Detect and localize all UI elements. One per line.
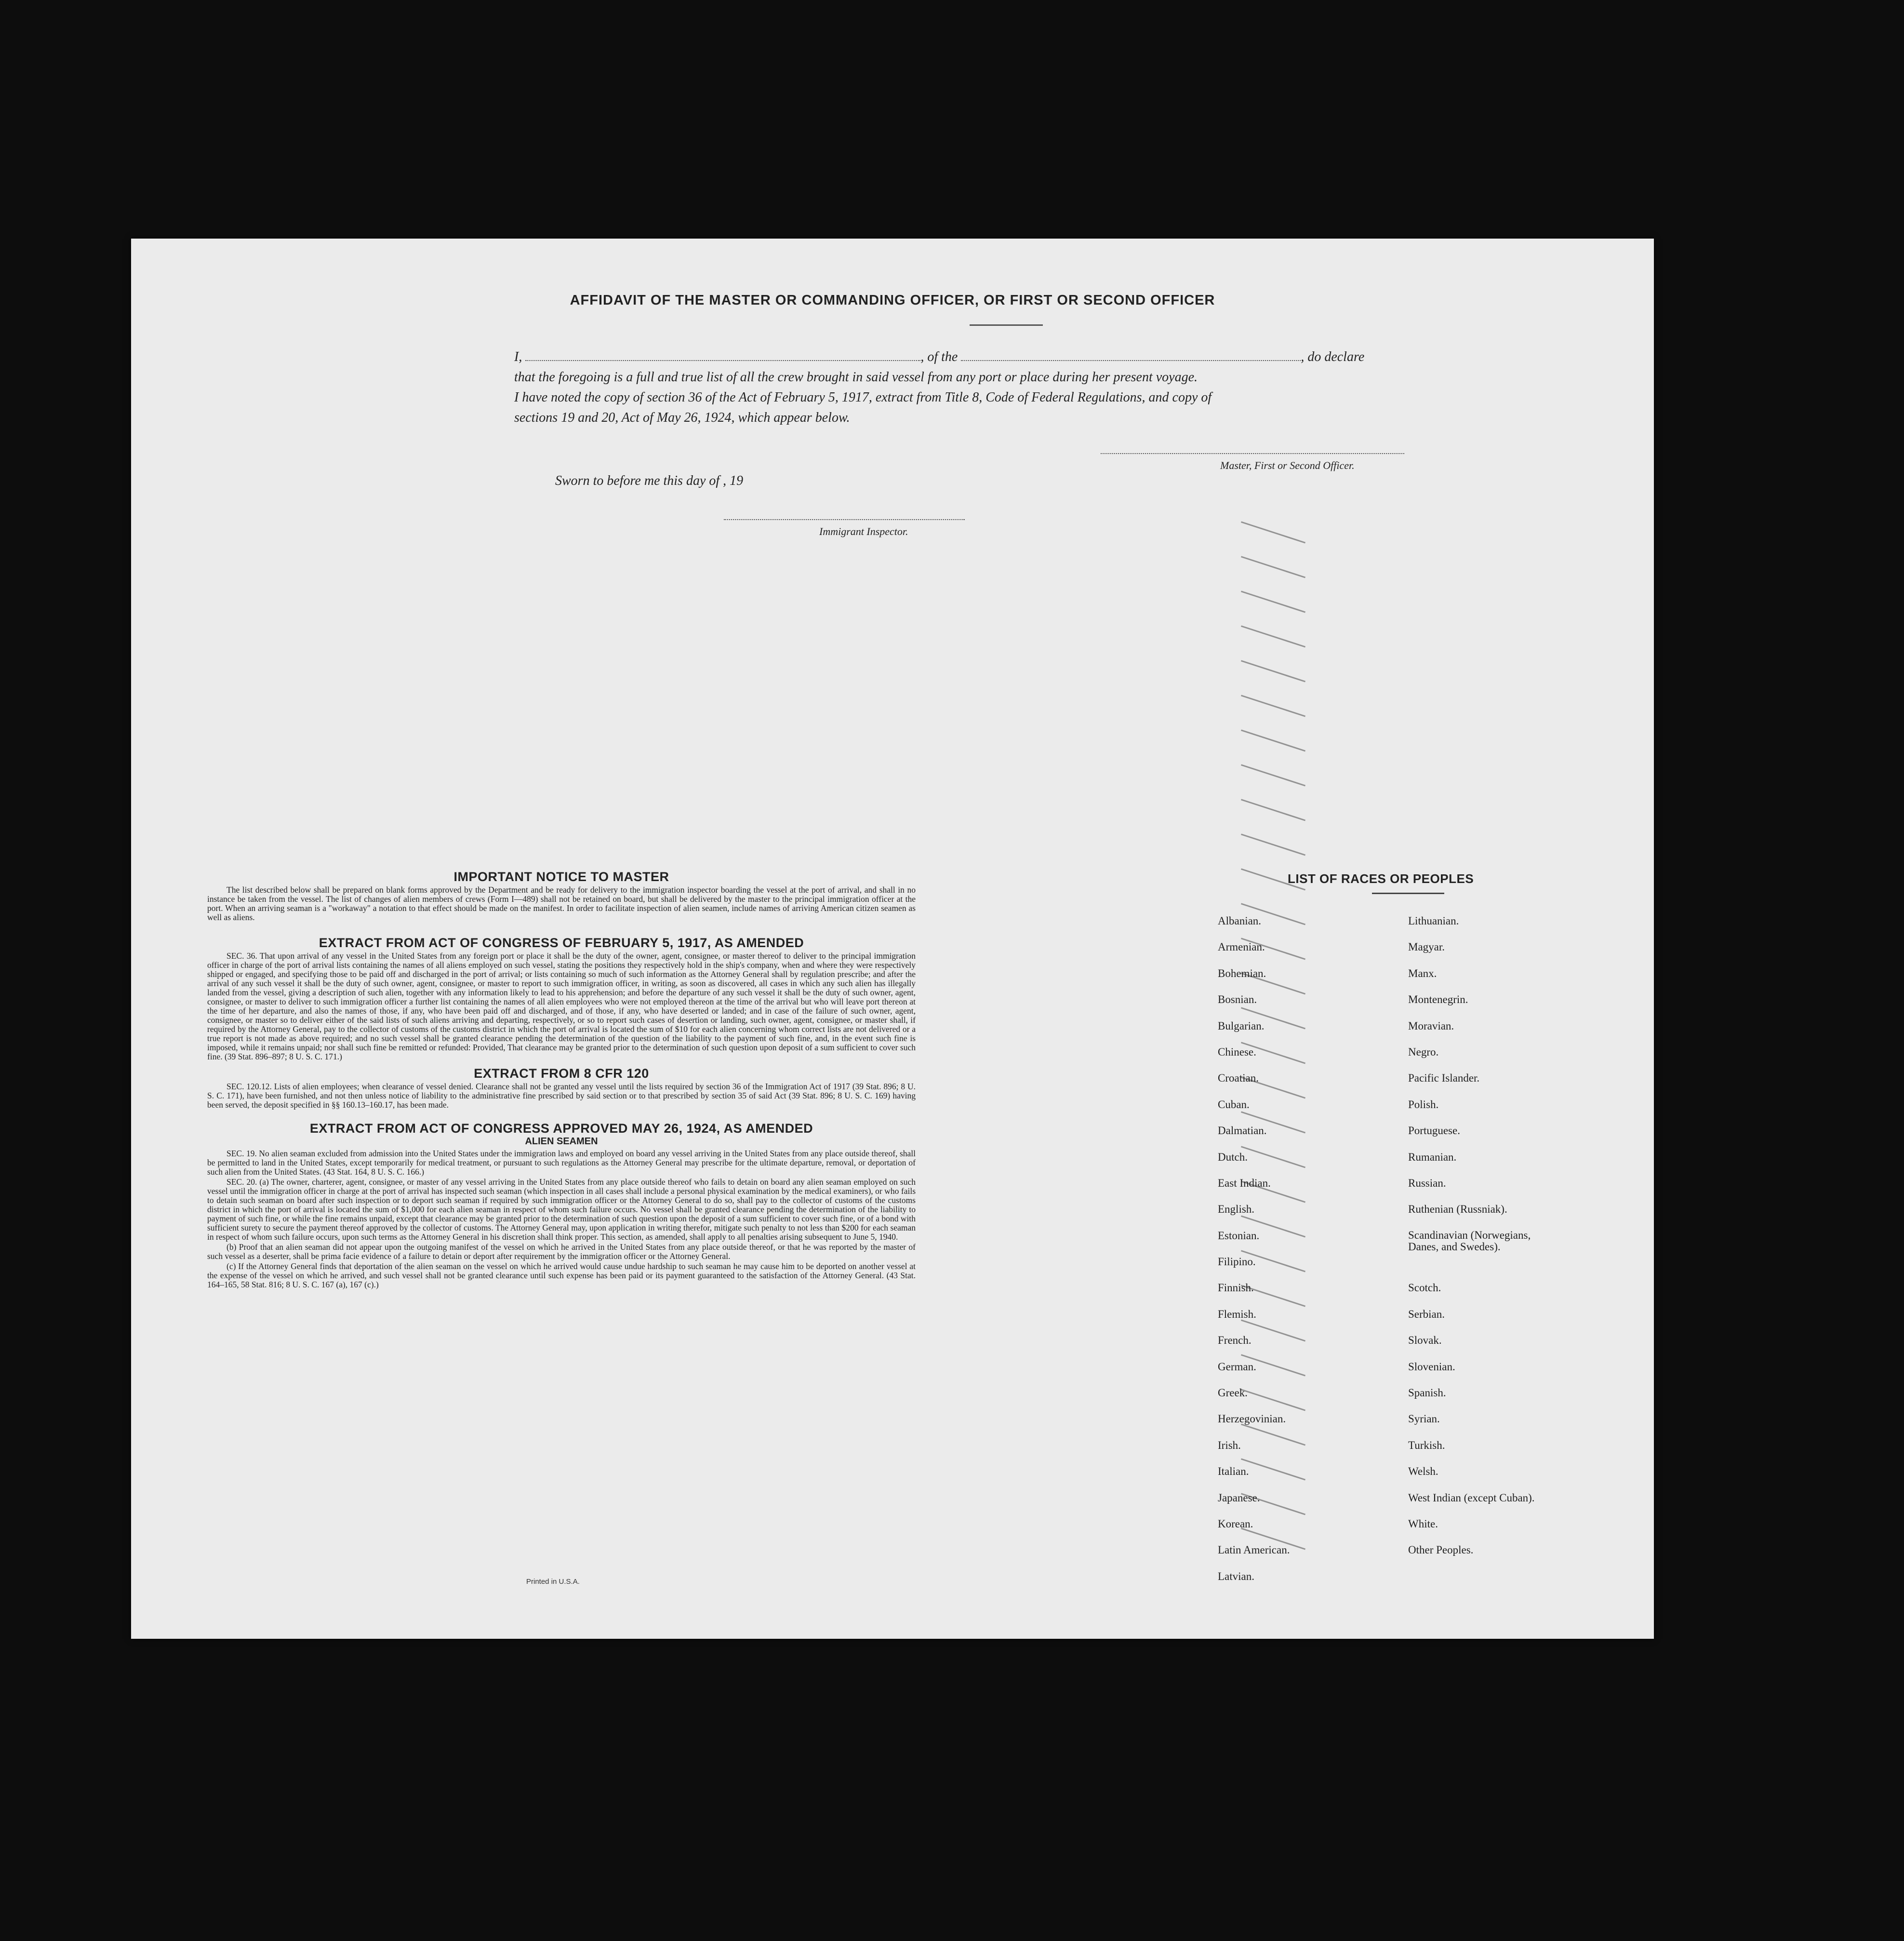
race-item: Japanese. bbox=[1218, 1491, 1260, 1504]
bleed-through-mark bbox=[1241, 764, 1305, 786]
bleed-through-mark bbox=[1241, 799, 1305, 821]
inspector-signature-field[interactable] bbox=[724, 518, 965, 520]
sworn-end: , 19 bbox=[723, 473, 744, 488]
signature-label: Master, First or Second Officer. bbox=[1220, 459, 1355, 471]
race-item: Estonian. bbox=[1218, 1229, 1260, 1242]
affidavit-text bbox=[514, 347, 1365, 428]
race-item: Russian. bbox=[1408, 1177, 1446, 1189]
race-item: Greek. bbox=[1218, 1387, 1248, 1399]
notice-text: The list described below shall be prepared on blank forms approved by the Department and be ready for delivery to the immigration inspector boarding the vessel at the port of arrival, and shall in no instance be taken from the vessel. The list of changes of alien members of crews (Form I—489) shall not be retained on board, but shall be delivered by the master to the principal immigration officer at the port. When an arriving seaman is a "workaway" a notation to that effect should be made on the manifest. In order to facilitate inspection of alien seamen, include names of arriving American citizen seamen as well as aliens. bbox=[207, 885, 916, 922]
race-item: Bulgarian. bbox=[1218, 1019, 1265, 1032]
affidavit-line-3: I have noted the copy of section 36 of the Act of February 5, 1917, extract from Title 8, Code of Federal Regulations, and copy of sections 19 and 20, Act of May 26, 1924, which appear below. bbox=[514, 390, 1212, 425]
affidavit-declaration-line bbox=[514, 347, 1365, 367]
race-item: Herzegovinian. bbox=[1218, 1413, 1286, 1425]
race-item: Dalmatian. bbox=[1218, 1124, 1267, 1137]
declaration-mid: , of the bbox=[920, 349, 958, 364]
bleed-through-row bbox=[131, 553, 1654, 582]
race-item: Serbian. bbox=[1408, 1308, 1445, 1320]
name-field[interactable] bbox=[525, 350, 920, 361]
extract-1917-heading: EXTRACT FROM ACT OF CONGRESS OF FEBRUARY 5, 1917, AS AMENDED bbox=[319, 936, 804, 950]
printed-in-usa: Printed in U.S.A. bbox=[526, 1578, 580, 1586]
bleed-through-mark bbox=[1241, 833, 1305, 856]
sec-20a-text: SEC. 20. (a) The owner, charterer, agent, consignee, or master of any vessel arriving in the United States from any place outside thereof who fails to detain on board any alien seaman employed on such vessel until the immigration officer in charge at the port of arrival has inspected such seaman (which inspection in all cases shall include a personal physical examination by the medical examiners), or who fails to detain such seaman on board after such inspection or to deport such seaman if required by such immigration officer or the Attorney General to do so, shall pay to the collector of customs of the customs district in which the port of arrival is located the sum of $1,000 for each alien seaman in respect of whom such failure occurs. No vessel shall be granted clearance pending the determination of the liability to payment of such fine, or while the fine remains unpaid, except that clearance may be granted prior to the determination of such question upon the deposit of a sum sufficient to cover such fine, or of a bond with sufficient surety to secure the payment thereof approved by the collector of customs. The Attorney General may, upon application in writing therefor, mitigate such penalty to not less than $200 for each seaman in respect of whom such failure occurs, upon such terms as the Attorney General in his discretion shall think proper. This section, as amended, shall apply to all penalties arising subsequent to June 5, 1940. bbox=[207, 1177, 916, 1242]
race-item: French. bbox=[1218, 1334, 1252, 1347]
race-item: Ruthenian (Russniak). bbox=[1408, 1203, 1507, 1216]
alien-seamen-subheading: ALIEN SEAMEN bbox=[525, 1136, 598, 1147]
bleed-through-row bbox=[131, 796, 1654, 825]
legal-extracts bbox=[207, 868, 916, 1290]
bleed-through-mark bbox=[1241, 729, 1305, 751]
sec-20c-text: (c) If the Attorney General finds that deportation of the alien seaman on the vessel on which he arrived would cause undue hardship to such seaman he may cause him to be deported on another vessel at the expense of the vessel on which he arrived, and such vessel shall not be granted clearance until such expense has been paid or its payment guaranteed to the satisfaction of the Attorney General. (43 Stat. 164–165, 58 Stat. 816; 8 U. S. C. 167 (a), 167 (c).) bbox=[207, 1261, 916, 1289]
race-item: Korean. bbox=[1218, 1517, 1253, 1530]
race-item: Scotch. bbox=[1408, 1282, 1441, 1294]
race-item: Magyar. bbox=[1408, 941, 1445, 953]
race-item: Moravian. bbox=[1408, 1019, 1454, 1032]
race-item: Dutch. bbox=[1218, 1151, 1248, 1163]
race-item: Rumanian. bbox=[1408, 1151, 1457, 1163]
race-item: Lithuanian. bbox=[1408, 915, 1459, 927]
inspector-label: Immigrant Inspector. bbox=[819, 525, 908, 537]
race-item: Flemish. bbox=[1218, 1308, 1256, 1320]
race-item: Montenegrin. bbox=[1408, 993, 1468, 1006]
race-item: Manx. bbox=[1408, 967, 1437, 979]
bleed-through-mark bbox=[1241, 590, 1305, 613]
extract-cfr-heading: EXTRACT FROM 8 CFR 120 bbox=[474, 1066, 649, 1081]
bleed-through-row bbox=[131, 726, 1654, 755]
race-item: Latvian. bbox=[1218, 1570, 1254, 1582]
bleed-through-mark bbox=[1241, 521, 1305, 543]
race-item: German. bbox=[1218, 1360, 1256, 1373]
sworn-start: Sworn to before me this bbox=[555, 473, 683, 488]
bleed-through-row bbox=[131, 692, 1654, 721]
bleed-through-row bbox=[131, 657, 1654, 686]
race-item: Latin American. bbox=[1218, 1544, 1290, 1556]
race-item: Turkish. bbox=[1408, 1439, 1445, 1451]
extract-1917-text: SEC. 36. That upon arrival of any vessel in the United States from any foreign port or place it shall be the duty of the owner, agent, consignee, or master thereof to deliver to the principal immigration officer in charge of the port of arrival lists containing the names of all aliens employed on such vessel, stating the positions they respectively hold in the ship's company, when and where they were respectively shipped or engaged, and specifying those to be paid off and discharged in the port of arrival; or lists containing so much of such information as the Attorney General shall by regulation prescribe; and after the arrival of any such vessel it shall be the duty of such owner, agent, consignee, or master to report to such immigration officer, in writing, as soon as discovered, all cases in which any such alien has illegally landed from the vessel, giving a description of such alien, together with any information likely to lead to his apprehension; and before the departure of any such vessel it shall be the duty of such owner, agent, consignee, or master to deliver to such immigration officer a further list containing the names of all alien employees who were not employed thereon at the time of the arrival but who will leave port thereon at the time of her departure, and also the names of those, if any, who have been paid off and discharged, and of those, if any, who have deserted or landed; and in case of the failure of such owner, agent, consignee, or master so to deliver either of the said lists of such aliens arriving and departing, respectively, or so to report such cases of desertion or landing, such owner, agent, consignee, or master shall, if required by the Attorney General, pay to the collector of customs of the customs district in which the port of arrival is located the sum of $10 for each alien concerning whom correct lists are not delivered or a true report is not made as above required; and no such vessel shall be granted clearance pending the determination of the question of the liability to the payment of such fine, and, in the event such fine is imposed, while it remains unpaid; nor shall such fine be remitted or refunded: Provided, That clearance may be granted prior to the determination of such question upon deposit of a sum sufficient to cover such fine. (39 Stat. 896–897; 8 U. S. C. 171.) bbox=[207, 951, 916, 1061]
affidavit-title: AFFIDAVIT OF THE MASTER OR COMMANDING OFFICER, OR FIRST OR SECOND OFFICER bbox=[570, 293, 1215, 308]
race-item: White. bbox=[1408, 1518, 1438, 1530]
race-item: English. bbox=[1218, 1203, 1255, 1216]
race-item: Scandinavian (Norwegians, Danes, and Swedes). bbox=[1408, 1229, 1531, 1253]
race-item: Irish. bbox=[1218, 1439, 1241, 1451]
race-item: Slovak. bbox=[1408, 1334, 1442, 1347]
bleed-through-mark bbox=[1241, 660, 1305, 682]
race-item: Syrian. bbox=[1408, 1413, 1440, 1425]
sworn-line bbox=[555, 473, 1278, 489]
signature-field[interactable] bbox=[1101, 452, 1404, 454]
notice-heading: IMPORTANT NOTICE TO MASTER bbox=[453, 870, 669, 884]
race-item: Filipino. bbox=[1218, 1256, 1256, 1268]
race-item: Armenian. bbox=[1218, 941, 1265, 953]
race-item: Welsh. bbox=[1408, 1465, 1438, 1478]
race-item: Portuguese. bbox=[1408, 1124, 1460, 1137]
declaration-start: I, bbox=[514, 349, 522, 364]
race-item: Slovenian. bbox=[1408, 1360, 1455, 1373]
race-item: Croatian. bbox=[1218, 1072, 1259, 1084]
race-item: Negro. bbox=[1408, 1045, 1439, 1058]
race-item: Polish. bbox=[1408, 1098, 1439, 1111]
sec-19-text: SEC. 19. No alien seaman excluded from admission into the United States under the immigration laws and employed on board any vessel arriving in the United States from any place outside thereof, shall be permitted to land in the United States, except temporarily for medical treatment, or pursuant to such regulations as the Attorney General may prescribe for the ultimate departure, removal, or deportation of such alien from the United States. (43 Stat. 164, 8 U. S. C. 166.) bbox=[207, 1149, 916, 1177]
race-item: Albanian. bbox=[1218, 915, 1262, 927]
race-item: Spanish. bbox=[1408, 1387, 1446, 1399]
races-column-1 bbox=[1218, 915, 1290, 1596]
bleed-through-mark bbox=[1241, 556, 1305, 578]
bleed-through-row bbox=[131, 622, 1654, 651]
vessel-field[interactable] bbox=[961, 350, 1301, 361]
bleed-through-row bbox=[131, 761, 1654, 790]
races-column-2 bbox=[1408, 915, 1654, 1570]
sworn-mid: day of bbox=[686, 473, 720, 488]
race-item: Pacific Islander. bbox=[1408, 1072, 1480, 1084]
race-item: Other Peoples. bbox=[1408, 1544, 1474, 1556]
document-page bbox=[131, 239, 1654, 1639]
extract-1924-heading: EXTRACT FROM ACT OF CONGRESS APPROVED MAY 26, 1924, AS AMENDED bbox=[309, 1121, 813, 1136]
declaration-end: , do declare bbox=[1301, 349, 1365, 364]
bleed-through-row bbox=[131, 830, 1654, 859]
title-rule bbox=[970, 324, 1043, 326]
races-heading: LIST OF RACES OR PEOPLES bbox=[1288, 871, 1474, 886]
race-item: Finnish. bbox=[1218, 1282, 1254, 1294]
races-rule bbox=[1372, 893, 1444, 894]
race-item: Chinese. bbox=[1218, 1045, 1256, 1058]
bleed-through-row bbox=[131, 588, 1654, 616]
race-item: Bohemian. bbox=[1218, 967, 1266, 979]
affidavit-line-2: that the foregoing is a full and true list of all the crew brought in said vessel from any port or place during her present voyage. bbox=[514, 370, 1198, 385]
sec-20b-text: (b) Proof that an alien seaman did not appear upon the outgoing manifest of the vessel on which he arrived in the United States from any place outside thereof, or that he was reported by the master of such vessel as a deserter, shall be prima facie evidence of a failure to detain or deport after requirement by the immigration officer or the Attorney General. bbox=[207, 1242, 916, 1261]
race-item: Italian. bbox=[1218, 1465, 1249, 1478]
extract-cfr-text: SEC. 120.12. Lists of alien employees; when clearance of vessel denied. Clearance shall not be granted any vessel until the lists required by section 36 of the Immigration Act of 1917 (39 Stat. 896; 8 U. S. C. 171), have been furnished, and not then unless notice of liability to the administrative fine prescribed by said section or to that prescribed by section 35 of said Act (39 Stat. 896; 8 U. S. C. 169) having been served, the deposit specified in §§ 160.13–160.17, has been made. bbox=[207, 1082, 916, 1110]
race-item: Bosnian. bbox=[1218, 993, 1257, 1006]
race-item: East Indian. bbox=[1218, 1177, 1271, 1189]
bleed-through-mark bbox=[1241, 625, 1305, 647]
race-item: West Indian (except Cuban). bbox=[1408, 1491, 1535, 1504]
bleed-through-mark bbox=[1241, 695, 1305, 717]
race-item: Cuban. bbox=[1218, 1098, 1250, 1111]
